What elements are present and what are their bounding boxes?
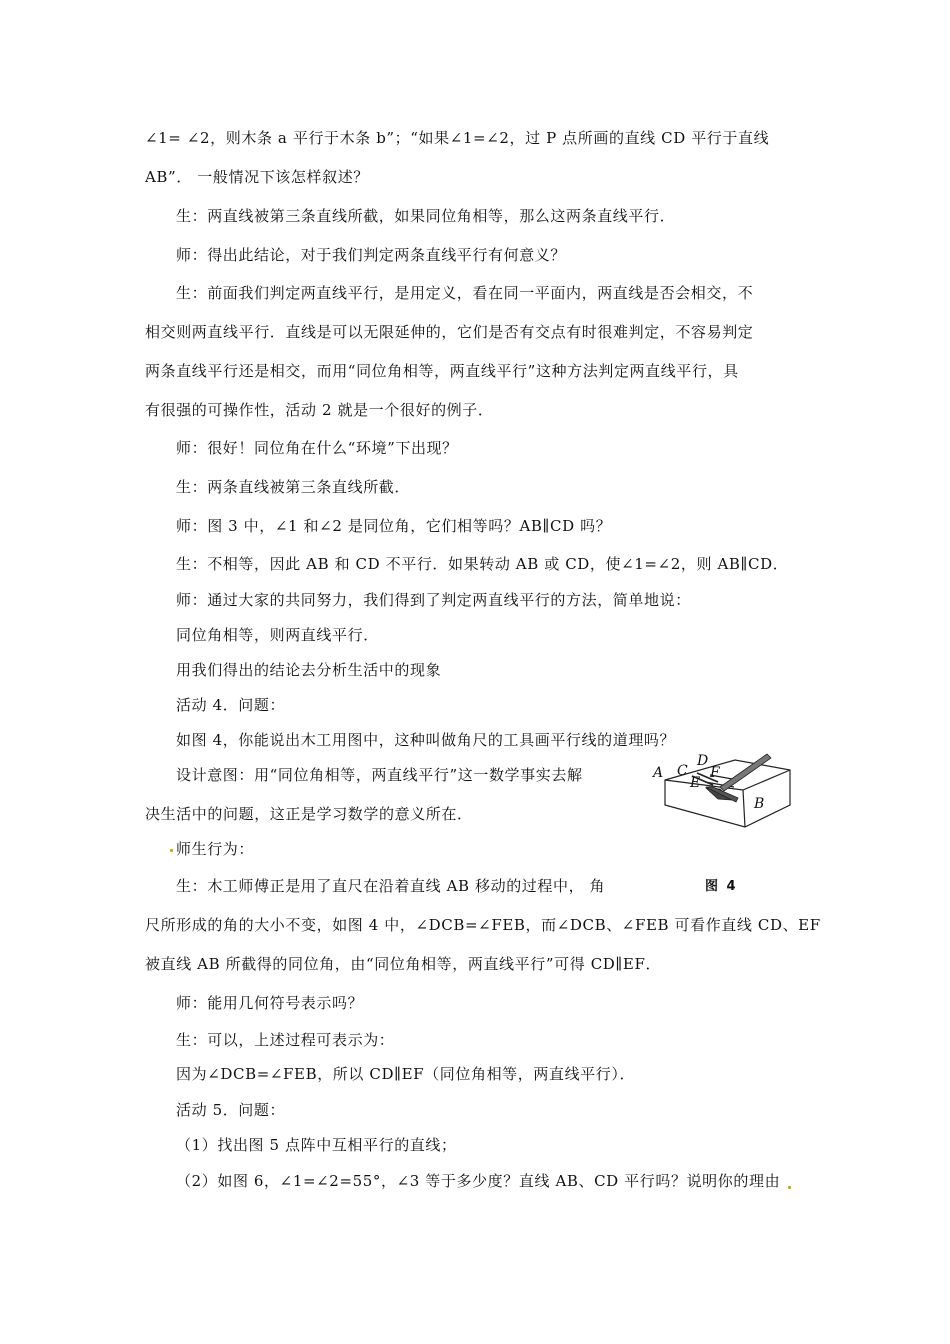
text-line: 师生行为： <box>176 840 255 858</box>
text-line: 师：很好！同位角在什么“环境”下出现？ <box>176 439 458 457</box>
text-line: 同位角相等，则两直线平行． <box>176 626 379 644</box>
label-b: B <box>754 796 765 812</box>
text-line: 生：前面我们判定两直线平行，是用定义，看在同一平面内，两直线是否会相交，不 <box>176 284 754 302</box>
text-line: 师：通过大家的共同努力，我们得到了判定两直线平行的方法，简单地说： <box>176 591 691 609</box>
box-front-edge <box>743 790 745 827</box>
text-line: 决生活中的问题，这正是学习数学的意义所在． <box>145 805 473 823</box>
text-line: 用我们得出的结论去分析生活中的现象 <box>176 661 442 679</box>
text-line: 生：两条直线被第三条直线所截． <box>176 478 411 496</box>
text-line: （1）找出图 5 点阵中互相平行的直线； <box>176 1136 457 1154</box>
text-line: 如图 4，你能说出木工用图中，这种叫做角尺的工具画平行线的道理吗？ <box>176 731 676 749</box>
text-line: 生：木工师傅正是用了直尺在沿着直线 AB 移动的过程中， 角 <box>176 877 606 895</box>
text-line: 师：得出此结论，对于我们判定两条直线平行有何意义？ <box>176 246 567 264</box>
text-line: 有很强的可操作性，活动 2 就是一个很好的例子． <box>145 401 494 419</box>
label-c: C <box>677 763 688 779</box>
label-d: D <box>697 753 709 769</box>
label-a: A <box>653 765 664 781</box>
text-line: 两条直线平行还是相交，而用“同位角相等，两直线平行”这种方法判定两直线平行，具 <box>145 362 739 380</box>
text-line: 生：不相等，因此 AB 和 CD 不平行．如果转动 AB 或 CD，使∠1=∠2，则 AB∥CD． <box>176 555 789 573</box>
text-line: 相交则两直线平行．直线是可以无限延伸的，它们是否有交点有时很难判定，不容易判定 <box>145 323 754 341</box>
label-e: E <box>690 775 701 791</box>
text-line: 被直线 AB 所截得的同位角，由“同位角相等，两直线平行”可得 CD∥EF． <box>145 955 662 973</box>
text-line: AB”． 一般情况下该怎样叙述？ <box>145 168 369 186</box>
box-diagram <box>650 730 800 895</box>
figure-caption: 图 4 <box>705 879 738 894</box>
dot-mark <box>170 849 173 852</box>
text-line: 因为∠DCB=∠FEB，所以 CD∥EF（同位角相等，两直线平行）． <box>176 1065 636 1083</box>
text-line: 生：两直线被第三条直线所截，如果同位角相等，那么这两条直线平行． <box>176 207 676 225</box>
text-line: 生：可以，上述过程可表示为： <box>176 1031 395 1049</box>
text-line: 设计意图：用“同位角相等，两直线平行”这一数学事实去解 <box>176 766 583 784</box>
text-line: （2）如图 6，∠1=∠2=55°，∠3 等于多少度？直线 AB、CD 平行吗？说明你的理由 <box>176 1172 781 1190</box>
figure-4 <box>650 730 800 895</box>
dot-mark <box>788 1186 791 1189</box>
text-line: 尺所形成的角的大小不变，如图 4 中，∠DCB=∠FEB，而∠DCB、∠FEB 可看作直线 CD、EF <box>145 916 821 934</box>
text-line: 师：能用几何符号表示吗？ <box>176 994 364 1012</box>
text-line: 活动 5．问题： <box>176 1101 286 1119</box>
text-line: 活动 4．问题： <box>176 696 286 714</box>
text-line: ∠1= ∠2，则木条 a 平行于木条 b”；“如果∠1=∠2，过 P 点所画的直线 CD 平行于直线 <box>145 129 770 147</box>
text-line: 师：图 3 中，∠1 和∠2 是同位角，它们相等吗？AB∥CD 吗？ <box>176 517 612 535</box>
label-f: F <box>710 765 720 781</box>
